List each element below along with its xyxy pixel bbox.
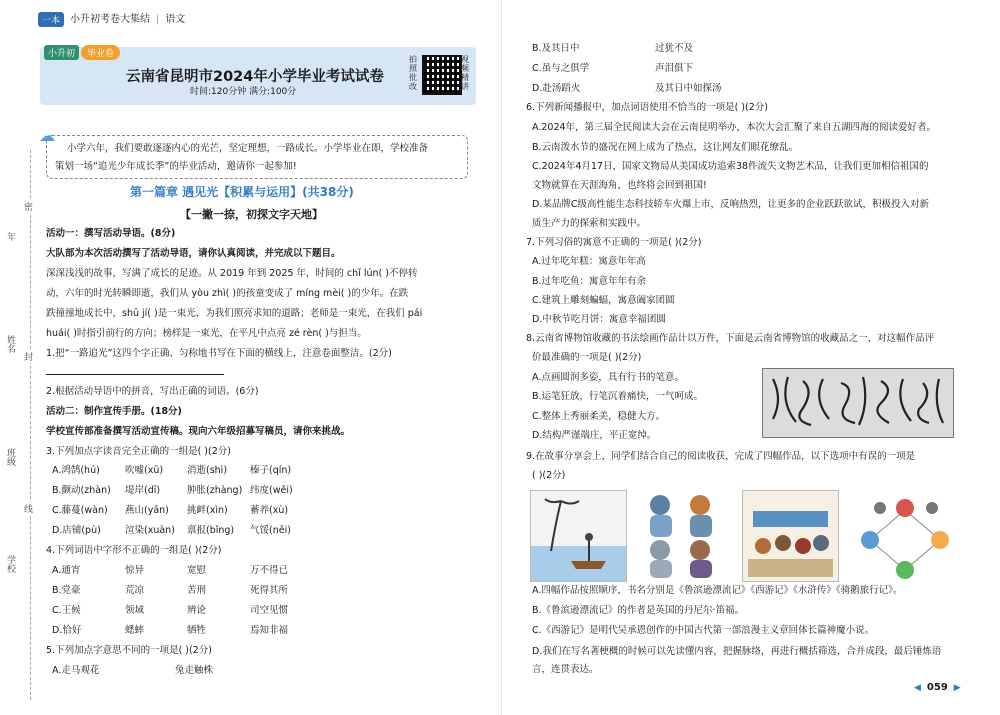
scan-label-left: 拍照批改	[409, 55, 417, 91]
q7-option-d: D.中秋节吃月饼：寓意幸福团圆	[532, 314, 666, 325]
q5-option-a-2: 兔走触株	[175, 665, 214, 676]
q8-option-a: A.点画圆润多姿，具有行书的笔意。	[532, 372, 684, 383]
q5-option-d-1: D.赴汤蹈火	[532, 83, 581, 94]
question-6: 6.下列新闻播报中，加点词语使用不恰当的一项是( )(2分)	[526, 102, 768, 113]
binding-label-school: 学校	[5, 555, 15, 573]
q9-option-a: A.四幅作品按照顺序，书名分别是《鲁滨逊漂流记》《西游记》《水浒传》《骑鹅旅行记》。	[532, 585, 903, 596]
q4-option-c-2: 领域	[125, 605, 145, 616]
q3-option-b-2: 堤岸(dī)	[125, 485, 161, 496]
q4-option-d-1: D.恰好	[52, 625, 82, 636]
intro-line-1: 小学六年，我们要敢逐逐内心的光芒，坚定理想，一路成长。小学毕业在即，学校准备	[67, 143, 429, 154]
q6-option-c-1: C.2024年4月17日，国家文物局从美国成功追索38件流失文物艺术品，让我们更加相信祖国的	[532, 161, 929, 172]
activity-1-instruction: 大队部为本次活动撰写了活动导语，请你认真阅读，并完成以下题目。	[46, 248, 341, 259]
question-9-line-2: ( )(2分)	[532, 470, 566, 481]
q8-option-b: B.运笔狂放，行笔沉着痛快，一气呵成。	[532, 391, 704, 402]
q3-option-d-4: 气馁(něi)	[250, 525, 291, 536]
q4-option-a-2: 惊异	[125, 565, 145, 576]
q6-option-a: A.2024年，第三届全民阅读大会在云南昆明举办，本次大会汇聚了来自五湖四海的阅读爱好者。	[532, 122, 937, 133]
artwork-robinson-crusoe	[530, 490, 627, 582]
activity-2-heading: 活动二：制作宣传手册。(18分)	[46, 406, 182, 417]
chapter-title-text: 第一篇章 遇见光【积累与运用】(共38分)	[130, 185, 354, 199]
artwork-water-margin	[742, 490, 839, 582]
binding-label-name: 姓名	[5, 335, 15, 353]
banner-tags	[44, 45, 120, 60]
q3-option-c-3: 挑衅(xìn)	[187, 505, 228, 516]
q4-option-b-4: 死得其所	[250, 585, 289, 596]
passage-line-2: 动，六年的时光转瞬即逝，我们从 yòu zhì( )的孩童变成了 míng mèi( )的少年。在跌	[46, 288, 409, 299]
cloud-icon: ☁	[39, 126, 55, 145]
calligraphy-artwork	[762, 368, 954, 438]
pilgrims-icon	[635, 490, 730, 580]
q3-option-c-1: C.藤蔓(wàn)	[52, 505, 108, 516]
q9-option-c: C.《西游记》是明代吴承恩创作的中国古代第一部浪漫主义章回体长篇神魔小说。	[532, 625, 875, 636]
question-9-line-1: 9.在故事分享会上，同学们结合自己的阅读收获，完成了四幅作品，以下选项中有误的一项是	[526, 451, 916, 462]
intro-line-2: 策划一场“追光少年成长季”的毕业活动，邀请你一起参加!	[55, 161, 297, 172]
q4-option-a-4: 万不得已	[250, 565, 289, 576]
tag-primary: 小升初	[44, 45, 79, 60]
binding-label-class: 班级	[5, 448, 15, 466]
character-map-icon	[850, 490, 960, 580]
q4-option-d-3: 牺牲	[187, 625, 207, 636]
q4-option-c-4: 司空见惯	[250, 605, 289, 616]
q4-option-b-2: 荒凉	[125, 585, 145, 596]
prev-page-icon[interactable]: ◀	[914, 682, 921, 693]
q4-option-b-1: B.党豪	[52, 585, 81, 596]
passage-line-1: 深深浅浅的故事，写满了成长的足迹。从 2019 年到 2025 年，时间的 chǐ lún( )不停转	[46, 268, 418, 279]
q3-option-d-1: D.店铺(pù)	[52, 525, 101, 536]
q4-option-d-4: 焉知非福	[250, 625, 289, 636]
next-page-icon[interactable]: ▶	[953, 682, 961, 693]
binding-mark-line: 线	[24, 502, 33, 515]
page-number	[914, 682, 961, 693]
q3-option-a-2: 吹嘘(xū)	[125, 465, 164, 476]
q3-option-d-3: 禀报(bǐng)	[187, 525, 235, 536]
question-3: 3.下列加点字读音完全正确的一组是( )(2分)	[46, 446, 231, 457]
q8-option-d: D.结构严谨端庄，平正宽绰。	[532, 430, 657, 441]
series-name: 小升初考卷大集结	[70, 14, 151, 25]
question-8-line-2: 价最准确的一项是( )(2分)	[532, 352, 642, 363]
q4-option-d-2: 蟋蟀	[125, 625, 145, 636]
q5-option-c-1: C.虽与之俱学	[532, 63, 590, 74]
q3-option-b-3: 肿胀(zhàng)	[187, 485, 243, 496]
q6-option-d-2: 质生产力的探索和实践中。	[532, 218, 647, 229]
q9-option-b: B.《鲁滨逊漂流记》的作者是英国的丹尼尔·笛福。	[532, 605, 745, 616]
binding-label-grade: 年	[5, 232, 15, 241]
q9-option-d-2: 言，连贯表达。	[532, 664, 599, 675]
activity-1-heading: 活动一：撰写活动导语。(8分)	[46, 228, 176, 239]
island-boat-icon	[531, 491, 626, 581]
q8-option-c: C.整体上秀丽柔美，稳健大方。	[532, 411, 666, 422]
q5-option-a-1: A.走马观花	[52, 665, 100, 676]
q3-option-a-3: 消逝(shì)	[187, 465, 228, 476]
q3-option-c-2: 燕山(yān)	[125, 505, 169, 516]
subject-name: 语文	[165, 14, 186, 25]
q9-option-d-1: D.我们在写名著梗概的时候可以先读懂内容，把握脉络，再进行概括筛选，合并成段，最后锤炼语	[532, 646, 942, 657]
passage-line-4: huái( )时指引前行的方向；榜样是一束光，在平凡中点亮 zé rèn( )与担当。	[46, 328, 367, 339]
binding-mark-closed: 封	[24, 350, 33, 363]
binding-line	[30, 150, 31, 700]
activity-2-instruction: 学校宣传部准备撰写活动宣传稿。现向六年级招募写稿员，请你来挑战。	[46, 426, 351, 437]
chapter-subtitle: 【一撇一捺，初探文字天地】	[180, 208, 323, 221]
q7-option-c: C.建筑上雕刻蝙蝠，寓意阖家团圆	[532, 295, 675, 306]
qr-code-icon[interactable]	[422, 55, 462, 95]
q6-option-d-1: D.某品牌C级高性能生态科技轿车火爆上市，反响热烈，让更多的企业跃跃欲试，积极投入对新	[532, 199, 929, 210]
question-4: 4.下列词语中字形不正确的一组是( )(2分)	[46, 545, 222, 556]
q7-option-b: B.过年吃鱼：寓意年年有余	[532, 276, 647, 287]
tag-graduation: 毕业卷	[81, 45, 120, 60]
exam-meta: 时间:120分钟 满分:100分	[190, 87, 297, 97]
heroes-gathering-icon	[743, 491, 838, 581]
q5-option-c-2: 声泪俱下	[655, 63, 694, 74]
artwork-journey-west	[635, 490, 730, 580]
question-2: 2.根据活动导语中的拼音，写出正确的词语。(6分)	[46, 386, 259, 397]
q5-option-b-1: B.及其日中	[532, 43, 580, 54]
q4-option-c-3: 辨论	[187, 605, 207, 616]
q4-option-a-1: A.通宵	[52, 565, 81, 576]
answer-line-q1[interactable]	[46, 374, 224, 375]
exam-title-banner	[40, 47, 476, 105]
q6-option-b: B.云南泼水节的盛况在网上成为了热点，这让网友们眼花缭乱。	[532, 142, 799, 153]
scan-label-right: 视频精讲	[461, 55, 469, 91]
q7-option-a: A.过年吃年糕：寓意年年高	[532, 256, 646, 267]
q6-option-c-2: 文物就算在天涯海角，也终将会回到祖国!	[532, 180, 707, 191]
q5-option-d-2: 及其日中如探汤	[655, 83, 722, 94]
passage-line-3: 跌撞撞地成长中，shū jí( )是一束光，为我们照亮求知的道路；老师是一束光，在我们 pái	[46, 308, 423, 319]
page-gutter	[501, 0, 502, 715]
intro-box	[39, 126, 468, 179]
question-8-line-1: 8.云南省博物馆收藏的书法绘画作品计以万件，下面是云南省博物馆的收藏品之一，对这幅作品评	[526, 333, 935, 344]
question-7: 7.下列习俗的寓意不正确的一项是( )(2分)	[526, 237, 702, 248]
page-number-text: 059	[926, 682, 948, 693]
binding-mark-seal: 密	[24, 200, 33, 213]
q4-option-c-1: C.王候	[52, 605, 81, 616]
series-logo: 一本	[38, 12, 64, 27]
header-divider: |	[156, 14, 160, 25]
artwork-nils-journey	[850, 490, 960, 580]
question-1: 1.把“一路追光”这四个字正确、匀称地书写在下面的横线上，注意卷面整洁。(2分)	[46, 348, 392, 359]
q3-option-a-1: A.鸿鹄(hú)	[52, 465, 100, 476]
calligraphy-strokes-icon	[763, 369, 953, 437]
q3-option-b-1: B.颤动(zhàn)	[52, 485, 111, 496]
page-header	[38, 12, 185, 27]
chapter-title	[130, 183, 354, 200]
q4-option-a-3: 宽慰	[187, 565, 207, 576]
q3-option-d-2: 渲染(xuàn)	[125, 525, 175, 536]
q3-option-a-4: 榛子(qín)	[250, 465, 292, 476]
q3-option-c-4: 蓄养(xù)	[250, 505, 289, 516]
question-5: 5.下列加点字意思不同的一项是( )(2分)	[46, 645, 212, 656]
q5-option-b-2: 过犹不及	[655, 43, 694, 54]
exam-title: 云南省昆明市2024年小学毕业考试试卷	[126, 69, 384, 85]
q4-option-b-3: 苦刑	[187, 585, 207, 596]
q3-option-b-4: 纬度(wěi)	[250, 485, 293, 496]
